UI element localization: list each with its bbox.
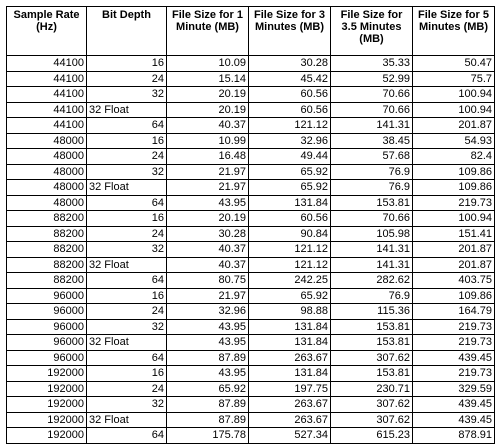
table-row — [7, 149, 495, 165]
cell-sample-rate: 96000 — [7, 350, 87, 366]
cell-size-1-min: 87.89 — [167, 412, 249, 428]
cell-bit-depth: 32 Float — [87, 180, 167, 196]
table-row — [7, 335, 495, 351]
cell-sample-rate: 96000 — [7, 319, 87, 335]
cell-bit-depth: 32 — [87, 242, 167, 258]
cell-bit-depth: 32 Float — [87, 257, 167, 273]
table-row — [7, 211, 495, 227]
cell-bit-depth: 32 — [87, 397, 167, 413]
table-row — [7, 350, 495, 366]
cell-size-5-min: 109.86 — [413, 288, 495, 304]
cell-size-3-5-min: 141.31 — [331, 257, 413, 273]
cell-bit-depth: 16 — [87, 288, 167, 304]
cell-size-5-min: 201.87 — [413, 118, 495, 134]
file-size-sheet — [6, 6, 495, 444]
cell-sample-rate: 48000 — [7, 195, 87, 211]
cell-size-1-min: 87.89 — [167, 350, 249, 366]
cell-size-3-min: 131.84 — [249, 319, 331, 335]
cell-size-1-min: 20.19 — [167, 102, 249, 118]
table-row — [7, 428, 495, 444]
table-row — [7, 164, 495, 180]
cell-bit-depth: 32 Float — [87, 412, 167, 428]
cell-size-3-min: 65.92 — [249, 288, 331, 304]
cell-bit-depth: 32 Float — [87, 102, 167, 118]
cell-size-3-5-min: 70.66 — [331, 87, 413, 103]
table-row — [7, 319, 495, 335]
cell-size-1-min: 15.14 — [167, 71, 249, 87]
cell-size-1-min: 43.95 — [167, 366, 249, 382]
cell-bit-depth: 32 — [87, 164, 167, 180]
cell-size-1-min: 43.95 — [167, 195, 249, 211]
cell-size-1-min: 80.75 — [167, 273, 249, 289]
table-body — [7, 56, 495, 444]
cell-sample-rate: 48000 — [7, 164, 87, 180]
cell-sample-rate: 192000 — [7, 412, 87, 428]
cell-size-1-min: 87.89 — [167, 397, 249, 413]
cell-size-3-min: 60.56 — [249, 87, 331, 103]
cell-bit-depth: 64 — [87, 350, 167, 366]
cell-size-3-min: 32.96 — [249, 133, 331, 149]
cell-size-1-min: 40.37 — [167, 118, 249, 134]
cell-sample-rate: 192000 — [7, 397, 87, 413]
cell-size-3-5-min: 70.66 — [331, 102, 413, 118]
cell-size-3-min: 131.84 — [249, 335, 331, 351]
cell-size-5-min: 439.45 — [413, 412, 495, 428]
table-row — [7, 304, 495, 320]
cell-size-1-min: 40.37 — [167, 242, 249, 258]
cell-size-5-min: 100.94 — [413, 211, 495, 227]
cell-size-5-min: 75.7 — [413, 71, 495, 87]
cell-sample-rate: 48000 — [7, 133, 87, 149]
cell-sample-rate: 88200 — [7, 273, 87, 289]
cell-size-3-min: 60.56 — [249, 102, 331, 118]
table-row — [7, 381, 495, 397]
cell-size-3-5-min: 615.23 — [331, 428, 413, 444]
cell-sample-rate: 44100 — [7, 102, 87, 118]
cell-size-3-min: 242.25 — [249, 273, 331, 289]
cell-size-5-min: 54.93 — [413, 133, 495, 149]
cell-bit-depth: 64 — [87, 428, 167, 444]
cell-size-5-min: 100.94 — [413, 87, 495, 103]
cell-size-1-min: 65.92 — [167, 381, 249, 397]
table-row — [7, 366, 495, 382]
cell-size-3-min: 197.75 — [249, 381, 331, 397]
cell-size-1-min: 16.48 — [167, 149, 249, 165]
cell-bit-depth: 24 — [87, 226, 167, 242]
cell-size-5-min: 329.59 — [413, 381, 495, 397]
cell-size-3-5-min: 282.62 — [331, 273, 413, 289]
cell-sample-rate: 96000 — [7, 288, 87, 304]
cell-size-3-min: 121.12 — [249, 257, 331, 273]
cell-size-3-min: 65.92 — [249, 164, 331, 180]
cell-size-5-min: 164.79 — [413, 304, 495, 320]
cell-size-1-min: 30.28 — [167, 226, 249, 242]
table-row — [7, 118, 495, 134]
cell-size-5-min: 439.45 — [413, 350, 495, 366]
cell-sample-rate: 44100 — [7, 118, 87, 134]
cell-size-5-min: 50.47 — [413, 56, 495, 72]
cell-size-1-min: 21.97 — [167, 288, 249, 304]
cell-size-3-5-min: 38.45 — [331, 133, 413, 149]
table-row — [7, 195, 495, 211]
cell-sample-rate: 96000 — [7, 335, 87, 351]
table-row — [7, 273, 495, 289]
cell-bit-depth: 24 — [87, 149, 167, 165]
cell-size-1-min: 43.95 — [167, 319, 249, 335]
cell-sample-rate: 88200 — [7, 211, 87, 227]
cell-size-3-5-min: 141.31 — [331, 242, 413, 258]
cell-size-5-min: 219.73 — [413, 195, 495, 211]
cell-size-3-5-min: 307.62 — [331, 412, 413, 428]
header-row — [7, 7, 495, 56]
header-sample-rate: Sample Rate (Hz) — [7, 7, 87, 56]
cell-bit-depth: 24 — [87, 71, 167, 87]
cell-sample-rate: 44100 — [7, 56, 87, 72]
cell-size-3-min: 90.84 — [249, 226, 331, 242]
cell-size-3-5-min: 307.62 — [331, 397, 413, 413]
cell-size-3-5-min: 115.36 — [331, 304, 413, 320]
cell-size-1-min: 20.19 — [167, 87, 249, 103]
table-row — [7, 71, 495, 87]
cell-size-1-min: 21.97 — [167, 180, 249, 196]
cell-size-5-min: 151.41 — [413, 226, 495, 242]
cell-size-3-5-min: 141.31 — [331, 118, 413, 134]
cell-bit-depth: 64 — [87, 118, 167, 134]
cell-size-3-min: 131.84 — [249, 195, 331, 211]
cell-bit-depth: 16 — [87, 211, 167, 227]
cell-sample-rate: 44100 — [7, 71, 87, 87]
cell-size-1-min: 43.95 — [167, 335, 249, 351]
cell-size-3-min: 49.44 — [249, 149, 331, 165]
cell-sample-rate: 44100 — [7, 87, 87, 103]
cell-size-3-min: 263.67 — [249, 397, 331, 413]
cell-sample-rate: 88200 — [7, 242, 87, 258]
cell-size-1-min: 32.96 — [167, 304, 249, 320]
table-header — [7, 7, 495, 56]
cell-sample-rate: 96000 — [7, 304, 87, 320]
cell-size-5-min: 109.86 — [413, 164, 495, 180]
cell-size-5-min: 82.4 — [413, 149, 495, 165]
header-size-3-min: File Size for 3 Minutes (MB) — [249, 7, 331, 56]
table-row — [7, 288, 495, 304]
cell-size-3-min: 60.56 — [249, 211, 331, 227]
cell-size-1-min: 21.97 — [167, 164, 249, 180]
cell-bit-depth: 16 — [87, 366, 167, 382]
table-row — [7, 226, 495, 242]
table-row — [7, 412, 495, 428]
cell-sample-rate: 192000 — [7, 381, 87, 397]
header-size-1-min: File Size for 1 Minute (MB) — [167, 7, 249, 56]
header-bit-depth: Bit Depth — [87, 7, 167, 56]
cell-size-3-5-min: 70.66 — [331, 211, 413, 227]
cell-size-1-min: 40.37 — [167, 257, 249, 273]
cell-size-3-min: 263.67 — [249, 350, 331, 366]
cell-bit-depth: 24 — [87, 304, 167, 320]
cell-size-3-5-min: 105.98 — [331, 226, 413, 242]
header-size-3-5-min: File Size for 3.5 Minutes (MB) — [331, 7, 413, 56]
cell-sample-rate: 88200 — [7, 257, 87, 273]
cell-size-3-5-min: 76.9 — [331, 288, 413, 304]
cell-bit-depth: 64 — [87, 195, 167, 211]
cell-size-5-min: 219.73 — [413, 335, 495, 351]
cell-size-5-min: 201.87 — [413, 242, 495, 258]
cell-size-3-5-min: 153.81 — [331, 195, 413, 211]
cell-size-3-5-min: 307.62 — [331, 350, 413, 366]
file-size-table — [6, 6, 495, 444]
table-row — [7, 257, 495, 273]
cell-size-3-5-min: 230.71 — [331, 381, 413, 397]
cell-size-5-min: 878.91 — [413, 428, 495, 444]
table-row — [7, 56, 495, 72]
cell-size-5-min: 201.87 — [413, 257, 495, 273]
cell-size-3-min: 98.88 — [249, 304, 331, 320]
cell-size-3-min: 65.92 — [249, 180, 331, 196]
cell-size-3-5-min: 35.33 — [331, 56, 413, 72]
cell-size-3-min: 45.42 — [249, 71, 331, 87]
cell-bit-depth: 24 — [87, 381, 167, 397]
cell-size-3-5-min: 57.68 — [331, 149, 413, 165]
cell-sample-rate: 48000 — [7, 180, 87, 196]
cell-sample-rate: 48000 — [7, 149, 87, 165]
cell-size-3-5-min: 153.81 — [331, 335, 413, 351]
cell-size-3-min: 131.84 — [249, 366, 331, 382]
cell-size-3-5-min: 76.9 — [331, 164, 413, 180]
cell-size-1-min: 10.99 — [167, 133, 249, 149]
cell-size-3-min: 527.34 — [249, 428, 331, 444]
cell-size-3-5-min: 153.81 — [331, 366, 413, 382]
cell-size-5-min: 100.94 — [413, 102, 495, 118]
cell-bit-depth: 32 Float — [87, 335, 167, 351]
cell-bit-depth: 16 — [87, 133, 167, 149]
table-row — [7, 397, 495, 413]
cell-size-1-min: 175.78 — [167, 428, 249, 444]
cell-size-5-min: 403.75 — [413, 273, 495, 289]
cell-size-3-5-min: 52.99 — [331, 71, 413, 87]
cell-size-3-min: 30.28 — [249, 56, 331, 72]
cell-size-5-min: 219.73 — [413, 319, 495, 335]
cell-size-3-min: 263.67 — [249, 412, 331, 428]
cell-bit-depth: 16 — [87, 56, 167, 72]
cell-size-3-5-min: 76.9 — [331, 180, 413, 196]
cell-size-5-min: 439.45 — [413, 397, 495, 413]
table-row — [7, 180, 495, 196]
cell-size-1-min: 10.09 — [167, 56, 249, 72]
cell-sample-rate: 192000 — [7, 366, 87, 382]
table-row — [7, 102, 495, 118]
cell-bit-depth: 64 — [87, 273, 167, 289]
table-row — [7, 87, 495, 103]
cell-size-3-min: 121.12 — [249, 118, 331, 134]
cell-size-3-min: 121.12 — [249, 242, 331, 258]
cell-sample-rate: 192000 — [7, 428, 87, 444]
cell-size-1-min: 20.19 — [167, 211, 249, 227]
cell-size-5-min: 219.73 — [413, 366, 495, 382]
table-row — [7, 133, 495, 149]
cell-size-5-min: 109.86 — [413, 180, 495, 196]
header-size-5-min: File Size for 5 Minutes (MB) — [413, 7, 495, 56]
cell-sample-rate: 88200 — [7, 226, 87, 242]
cell-size-3-5-min: 153.81 — [331, 319, 413, 335]
cell-bit-depth: 32 — [87, 319, 167, 335]
cell-bit-depth: 32 — [87, 87, 167, 103]
table-row — [7, 242, 495, 258]
